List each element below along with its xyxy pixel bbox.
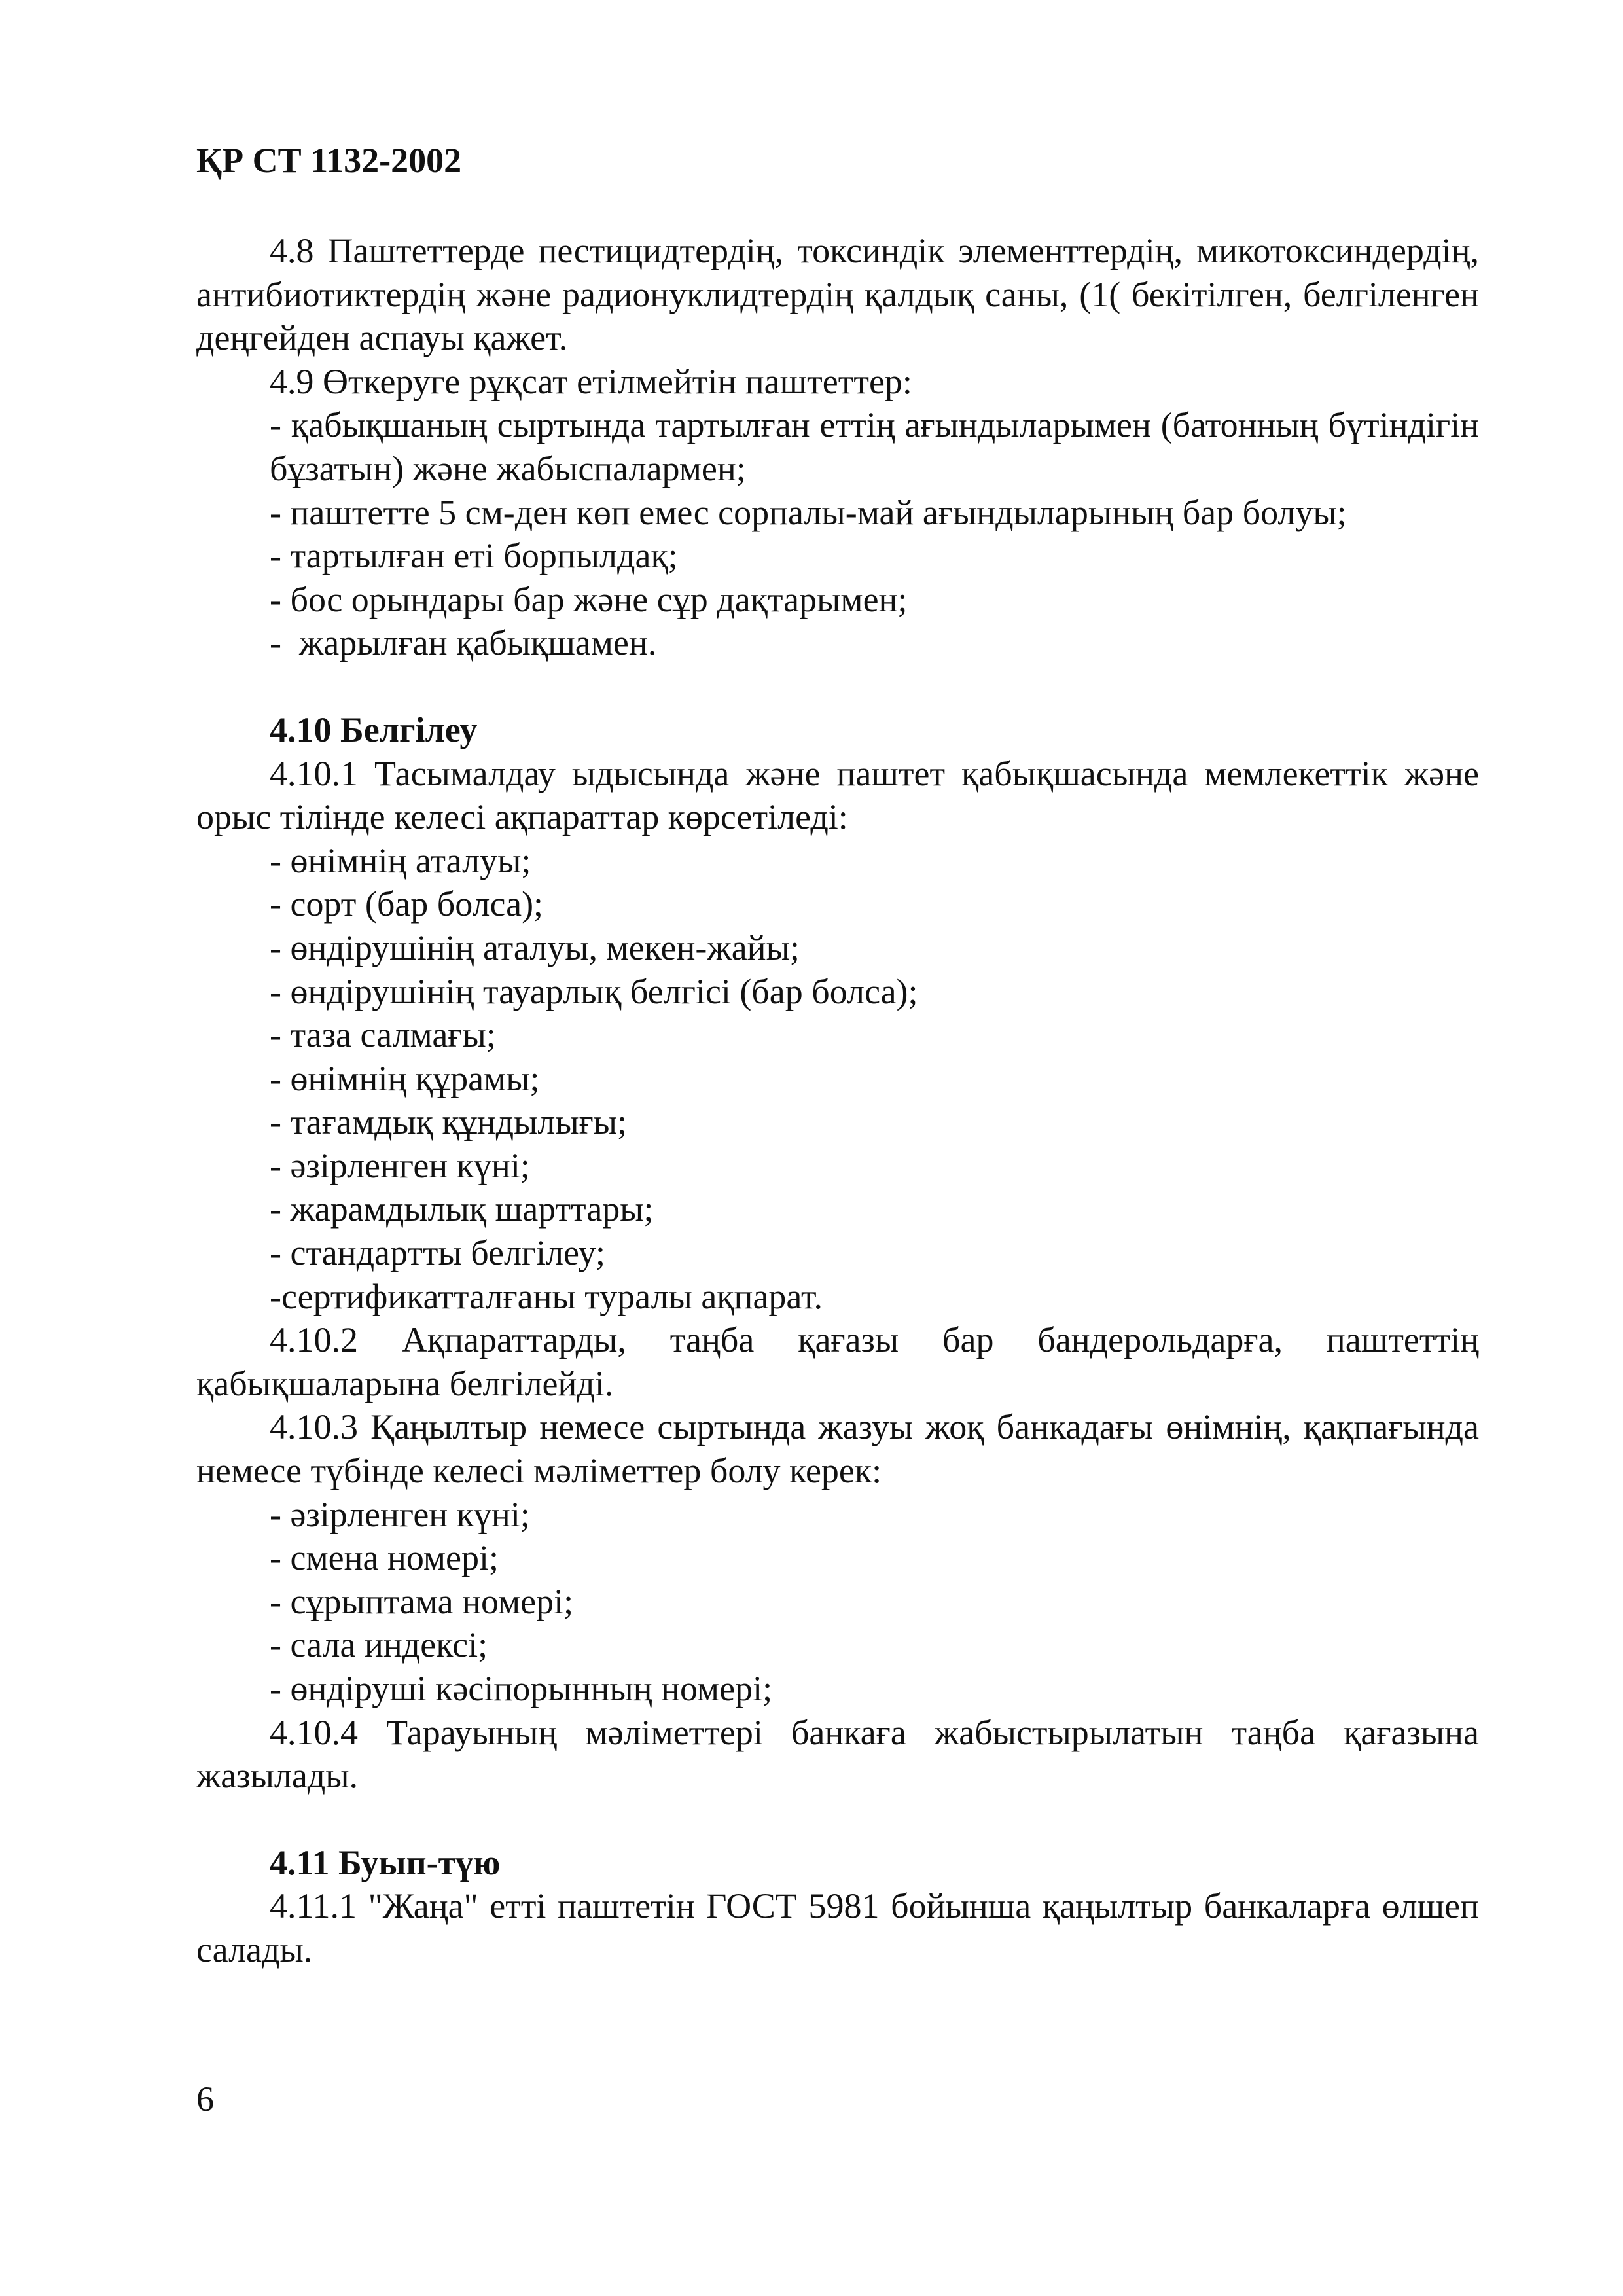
paragraph-4-10-1: 4.10.1 Тасымалдау ыдысында және паштет қабықшасында мемлекеттік және орыс тілінде келесі ақпараттар көрсетіледі:: [196, 753, 1479, 837]
list-item: - өнімнің аталуы;: [270, 840, 531, 880]
list-item: - стандартты белгілеу;: [270, 1233, 605, 1273]
list-item: - тағамдық құндылығы;: [270, 1102, 628, 1142]
document-body: [196, 229, 1479, 1972]
list-item: - жарылған қабықшамен.: [270, 623, 657, 663]
paragraph-4-9-title: 4.9 Өткеруге рұқсат етілмейтін паштеттер:: [270, 361, 912, 401]
list-item: - қабықшаның сыртында тартылған еттің ағындыларымен (батонның бүтіндігін бұзатын) және жабыспалармен;: [270, 405, 1479, 488]
list-item: - өнімнің құрамы;: [270, 1058, 540, 1098]
list-item: - өндіруші кәсіпорынның номері;: [270, 1669, 773, 1708]
document-code-header: ҚР СТ 1132-2002: [196, 141, 462, 180]
list-item: - өндірушінің тауарлық белгісі (бар болса);: [270, 971, 918, 1011]
list-item: - бос орындары бар және сұр дақтарымен;: [270, 579, 908, 619]
list-item: -сертификатталғаны туралы ақпарат.: [270, 1276, 823, 1316]
paragraph-4-10-3: 4.10.3 Қаңылтыр немесе сыртында жазуы жоқ банкадағы өнімнің, қақпағында немесе түбінде келесі мәліметтер болу керек:: [196, 1407, 1479, 1491]
list-item: - сұрыптама номері;: [270, 1581, 574, 1621]
section-heading-4-10: 4.10 Белгілеу: [270, 709, 478, 749]
paragraph-4-11-1: 4.11.1 "Жаңа" етті паштетін ГОСТ 5981 бойынша қаңылтыр банкаларға өлшеп салады.: [196, 1886, 1479, 1969]
list-item: - паштетте 5 см-ден көп емес сорпалы-май ағындыларының бар болуы;: [270, 492, 1347, 532]
list-item: - жарамдылық шарттары;: [270, 1189, 654, 1229]
list-item: - тартылған еті борпылдақ;: [270, 536, 678, 576]
list-item: - сорт (бар болса);: [270, 884, 544, 924]
paragraph-4-8: 4.8 Паштеттерде пестицидтердің, токсиндік элементтердің, микотоксиндердің, антибиотиктердің және радионуклидтердің қалдық саны, (1( бекітілген, белгіленген деңгейден аспауы қажет.: [196, 231, 1479, 358]
list-item: - сала индексі;: [270, 1625, 488, 1665]
list-item: - смена номері;: [270, 1538, 499, 1578]
list-item: - таза салмағы;: [270, 1015, 496, 1055]
page-number: 6: [196, 2079, 214, 2119]
list-item: - әзірленген күні;: [270, 1494, 530, 1534]
paragraph-4-10-4: 4.10.4 Тарауының мәліметтері банкаға жабыстырылатын таңба қағазына жазылады.: [196, 1712, 1479, 1796]
section-heading-4-11: 4.11 Буып-түю: [270, 1842, 501, 1882]
paragraph-4-10-2: 4.10.2 Ақпараттарды, таңба қағазы бар бандерольдарға, паштеттің қабықшаларына белгілейді.: [196, 1320, 1479, 1403]
list-item: - өндірушінің аталуы, мекен-жайы;: [270, 927, 800, 967]
list-item: - әзірленген күні;: [270, 1145, 530, 1185]
